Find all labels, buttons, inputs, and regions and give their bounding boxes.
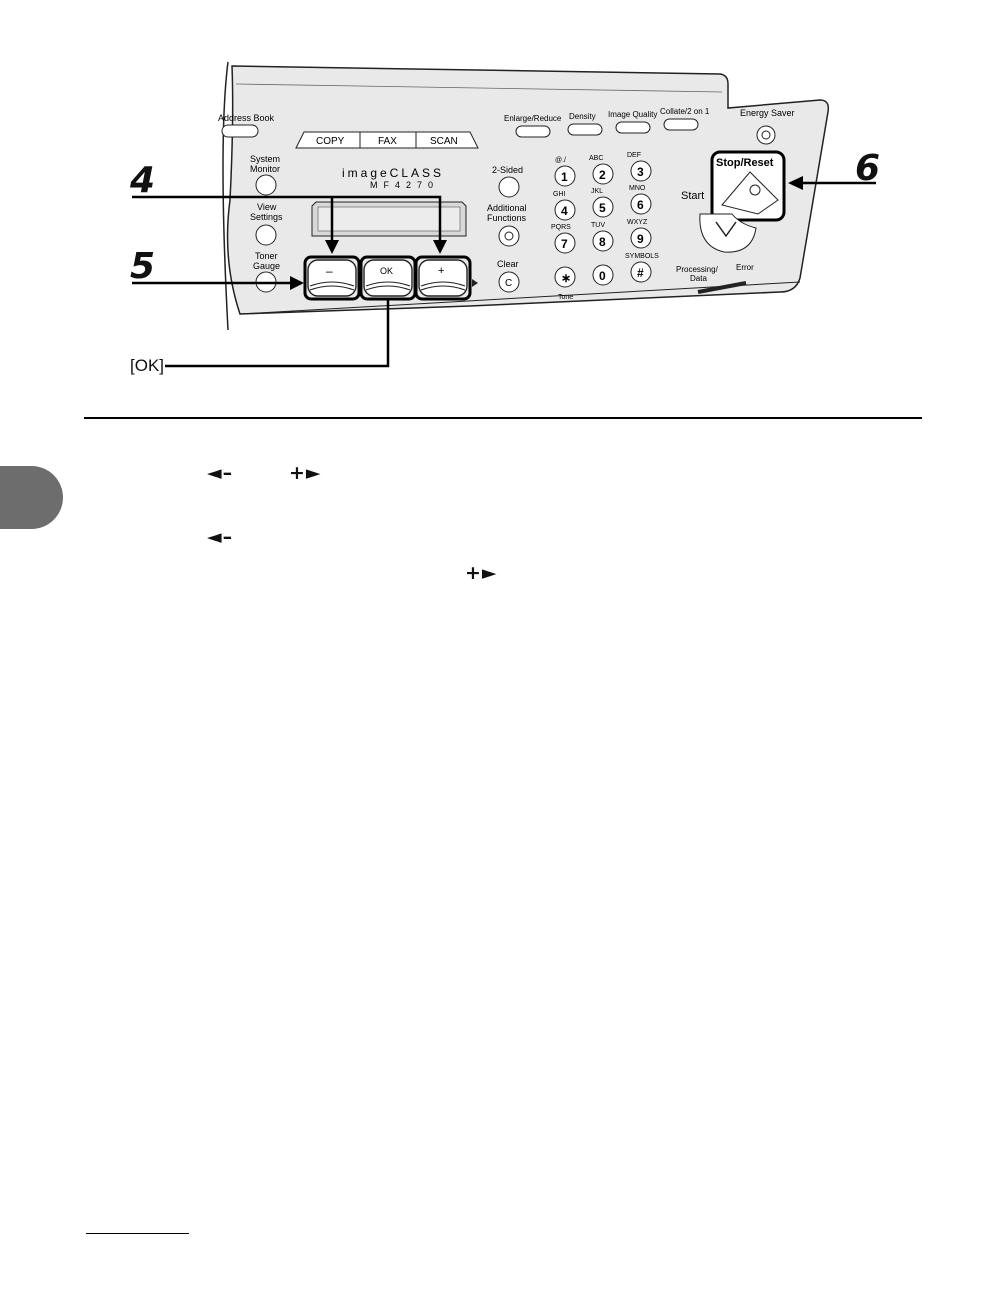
image-quality-button[interactable] (616, 122, 650, 133)
processing-label-2: Data (690, 274, 707, 283)
chapter-tab (0, 466, 63, 529)
keypad-letters: JKL (591, 188, 604, 195)
toner-gauge-label-2: Gauge (253, 261, 281, 271)
keypad-letters: Tone (558, 294, 574, 301)
energy-saver-button[interactable] (757, 126, 775, 144)
system-monitor-button[interactable] (256, 175, 276, 195)
keypad-digit: 2 (599, 168, 606, 182)
keypad-letters: @./ (555, 157, 566, 164)
collate-label: Collate/2 on 1 (660, 107, 710, 116)
copy-tab-label: COPY (316, 136, 345, 147)
address-book-label: Address Book (218, 113, 275, 123)
keypad-digit: 3 (637, 165, 644, 179)
product-logo: imageCLASS (342, 166, 445, 180)
plus-right-glyph: +► (289, 462, 322, 484)
stop-reset-label: Stop/Reset (716, 157, 774, 169)
ok-key-label: OK (380, 266, 394, 276)
keypad-digit: 4 (561, 204, 568, 218)
keypad-digit: 1 (561, 170, 568, 184)
keypad-digit: 7 (561, 237, 568, 251)
keypad-letters: DEF (627, 152, 641, 159)
keypad-letters: MNO (629, 185, 646, 192)
model-name: MF4270 (370, 180, 440, 190)
toner-gauge-label-1: Toner (255, 251, 278, 261)
image-quality-label: Image Quality (608, 110, 658, 119)
two-sided-button[interactable] (499, 177, 519, 197)
additional-functions-label-1: Additional (487, 203, 527, 213)
minus-key-label: – (326, 264, 333, 278)
clear-label: Clear (497, 259, 519, 269)
processing-label-1: Processing/ (676, 265, 718, 274)
step-6-number: 6 (855, 148, 881, 189)
keypad-letters: TUV (591, 222, 605, 229)
error-label: Error (736, 263, 754, 272)
address-book-button[interactable] (222, 125, 258, 137)
keypad-letters: WXYZ (627, 219, 648, 226)
start-label: Start (681, 190, 705, 202)
density-label: Density (569, 112, 596, 121)
step-5-number: 5 (130, 246, 156, 287)
energy-saver-label: Energy Saver (740, 108, 795, 118)
clear-key-letter: C (505, 278, 513, 289)
keypad-digit: # (637, 266, 644, 280)
keypad-digit: 6 (637, 198, 644, 212)
keypad-digit: 5 (599, 201, 606, 215)
keypad-letters: SYMBOLS (625, 253, 659, 260)
view-settings-label-1: View (257, 202, 277, 212)
additional-functions-label-2: Functions (487, 213, 527, 223)
mode-tabs (296, 132, 478, 148)
enlarge-reduce-label: Enlarge/Reduce (504, 114, 562, 123)
keypad-letters: PQRS (551, 224, 571, 231)
step-4-number: 4 (130, 160, 156, 201)
keypad-digit: ∗ (561, 271, 572, 285)
keypad-digit: 9 (637, 232, 644, 246)
section-divider (84, 417, 922, 419)
fax-tab-label: FAX (378, 136, 397, 147)
plus-right-glyph-2: +► (465, 562, 498, 584)
plus-key-label: + (438, 265, 445, 277)
keypad-digit: 8 (599, 235, 606, 249)
left-minus-glyph: ◄– (207, 462, 234, 484)
view-settings-button[interactable] (256, 225, 276, 245)
left-minus-glyph-2: ◄– (207, 526, 234, 548)
ok-callout-label: [OK] (130, 356, 165, 375)
system-monitor-label-1: System (250, 154, 281, 164)
system-monitor-label-2: Monitor (250, 164, 281, 174)
collate-button[interactable] (664, 119, 698, 130)
enlarge-reduce-button[interactable] (516, 126, 550, 137)
footnote-rule (86, 1233, 189, 1234)
keypad-letters: GHI (553, 191, 566, 198)
density-button[interactable] (568, 124, 602, 135)
two-sided-label: 2-Sided (492, 165, 524, 175)
keypad-letters: ABC (589, 155, 604, 162)
scan-tab-label: SCAN (430, 136, 458, 147)
view-settings-label-2: Settings (250, 212, 283, 222)
additional-functions-button[interactable] (499, 226, 519, 246)
keypad-digit: 0 (599, 269, 606, 283)
